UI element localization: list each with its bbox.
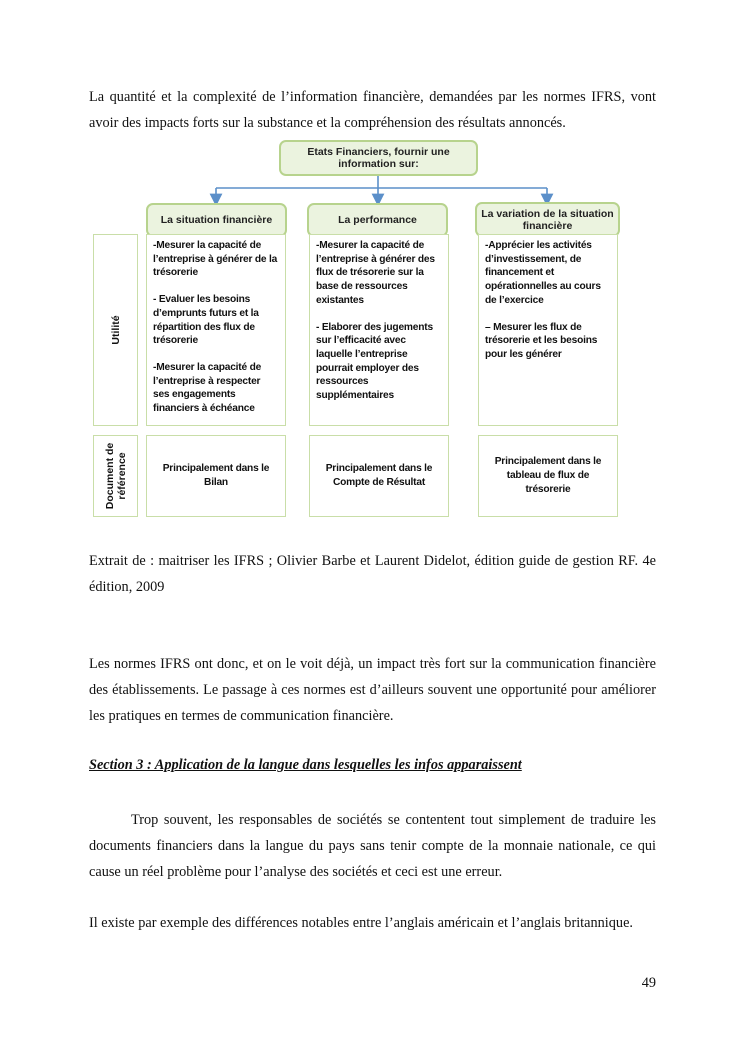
row-label-utilite [93,234,138,426]
row-label-document [93,435,138,517]
reference-cell-situation [146,435,286,517]
utilite-item: – Mesurer les flux de trésorerie et les besoins pour les générer [485,321,598,360]
utilite-item: - Elaborer des jugements sur l’efficacité avec laquelle l’entreprise pourrait employer des ressources supplémentaires [316,321,433,402]
utilite-item: - Evaluer les besoins d’emprunts futurs et la répartition des flux de trésorerie [153,294,259,347]
financial-statements-box: Etats Financiers, fournir une information sur: [279,140,478,176]
intro-paragraph: La quantité et la complexité de l’information financière, demandées par les normes IFRS, vont avoir des impacts forts sur la substance et la compréhension des résultats annoncés. [89,89,656,131]
utilite-item: -Mesurer la capacité de l’entreprise à générer de la trésorerie [153,240,278,279]
reference-text: Principalement dans le tableau de flux de trésorerie [494,456,602,495]
document-reference-label: Document de référence [103,442,128,510]
utilite-item: -Apprécier les activités d’investissement, de financement et opérationnelles au cours de l’exercice [485,240,601,306]
source-caption: Extrait de : maitriser les IFRS ; Olivier Barbe et Laurent Didelot, édition guide de gestion RF. 4e édition, 2009 [89,553,656,595]
utilite-item: -Mesurer la capacité de l’entreprise à respecter ses engagements financiers à échéance [153,361,262,415]
utilite-cell-situation [146,234,286,426]
paragraph-english-differences: Il existe par exemple des différences notables entre l’anglais américain et l’anglais britannique. [89,915,633,931]
paragraph-ifrs-impact: Les normes IFRS ont donc, et on le voit déjà, un impact très fort sur la communication financière des établissements. Le passage à ces normes est d’ailleurs souvent une opportunité pour améliorer les pratiques en termes de communication financière. [89,656,656,724]
ifrs-diagram [90,138,624,520]
reference-text: Principalement dans le Bilan [162,463,270,488]
section-title: Section 3 : Application de la langue dans lesquelles les infos apparaissent [89,757,522,773]
header-situation-financiere: La situation financière [146,203,287,237]
utilite-cell-performance [309,234,449,426]
reference-cell-performance [309,435,449,517]
reference-text: Principalement dans le Compte de Résultat [325,463,433,488]
reference-cell-variation [478,435,618,517]
utilite-label: Utilité [109,315,122,345]
header-performance: La performance [307,203,448,237]
utilite-item: -Mesurer la capacité de l’entreprise à générer des flux de trésorerie sur la base de ressources existantes [316,240,435,306]
page-number: 49 [641,975,656,991]
header-variation-situation: La variation de la situation financière [475,202,620,237]
paragraph-translation: Trop souvent, les responsables de sociétés se contentent tout simplement de traduire les documents financiers dans la langue du pays sans tenir compte de la monnaie nationale, ce qui cause un réel problème pour l’analyse des sociétés et ceci est une erreur. [89,812,656,880]
utilite-cell-variation [478,234,618,426]
